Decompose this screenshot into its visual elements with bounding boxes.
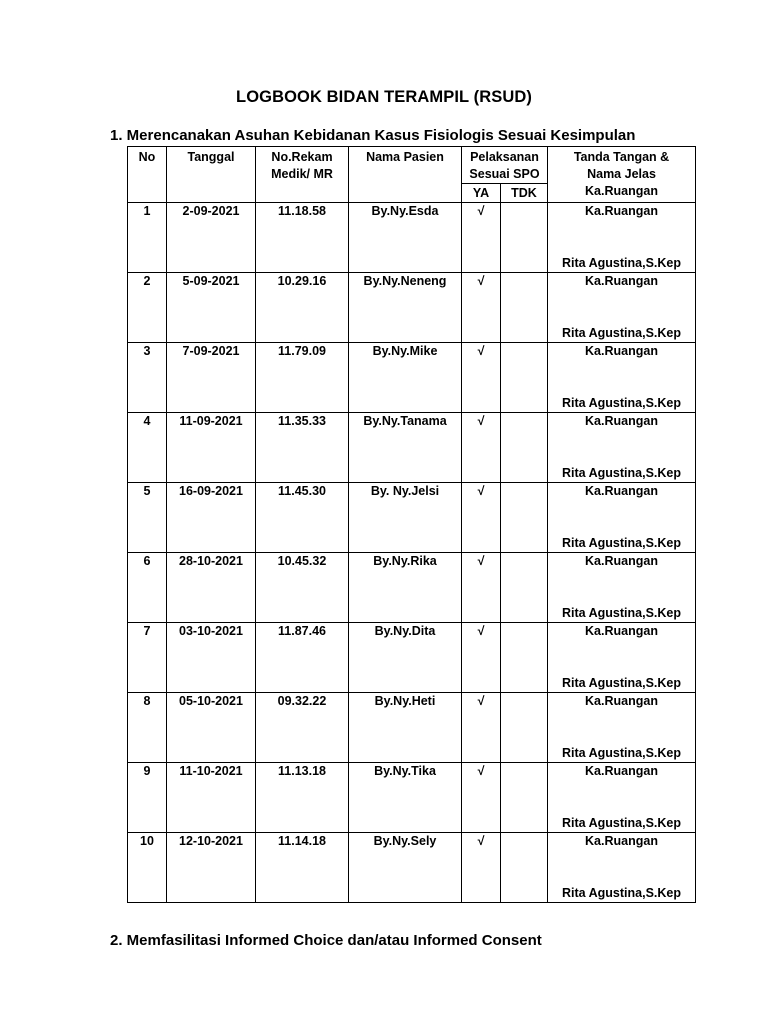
cell-mr: 11.87.46 xyxy=(256,623,349,693)
cell-nama-pasien: By.Ny.Dita xyxy=(349,623,462,693)
cell-mr: 11.45.30 xyxy=(256,483,349,553)
table-row xyxy=(128,763,696,833)
cell-tdk xyxy=(501,273,548,343)
cell-nama-pasien: By.Ny.Mike xyxy=(349,343,462,413)
cell-tanggal: 16-09-2021 xyxy=(167,483,256,553)
header-no-rekam-line2: Medik/ MR xyxy=(271,167,333,181)
header-no-rekam-medik xyxy=(256,147,349,203)
cell-tdk xyxy=(501,693,548,763)
cell-signature xyxy=(548,203,696,273)
header-tanggal: Tanggal xyxy=(167,147,256,203)
table-row xyxy=(128,553,696,623)
cell-tanggal: 28-10-2021 xyxy=(167,553,256,623)
cell-nama-pasien: By.Ny.Heti xyxy=(349,693,462,763)
signature-role: Ka.Ruangan xyxy=(585,554,658,568)
header-pelaksanan xyxy=(462,147,548,184)
header-ttd-line2: Nama Jelas xyxy=(587,167,656,181)
logbook-table xyxy=(127,146,696,903)
cell-signature xyxy=(548,623,696,693)
cell-no: 5 xyxy=(128,483,167,553)
table-row xyxy=(128,483,696,553)
cell-no: 1 xyxy=(128,203,167,273)
cell-ya-check: √ xyxy=(462,483,501,553)
cell-signature xyxy=(548,483,696,553)
cell-mr: 11.79.09 xyxy=(256,343,349,413)
cell-nama-pasien: By.Ny.Rika xyxy=(349,553,462,623)
header-tdk: TDK xyxy=(501,184,548,203)
cell-nama-pasien: By.Ny.Tika xyxy=(349,763,462,833)
signature-name: Rita Agustina,S.Kep xyxy=(562,886,681,900)
signature-name: Rita Agustina,S.Kep xyxy=(562,396,681,410)
cell-no: 4 xyxy=(128,413,167,483)
signature-role: Ka.Ruangan xyxy=(585,694,658,708)
cell-no: 8 xyxy=(128,693,167,763)
cell-signature xyxy=(548,833,696,903)
cell-tdk xyxy=(501,483,548,553)
table-row xyxy=(128,273,696,343)
cell-signature xyxy=(548,343,696,413)
cell-ya-check: √ xyxy=(462,693,501,763)
cell-tdk xyxy=(501,413,548,483)
cell-tanggal: 11-09-2021 xyxy=(167,413,256,483)
signature-role: Ka.Ruangan xyxy=(585,344,658,358)
cell-tdk xyxy=(501,763,548,833)
cell-ya-check: √ xyxy=(462,203,501,273)
header-ttd-line3: Ka.Ruangan xyxy=(585,184,658,198)
table-row xyxy=(128,833,696,903)
table-row xyxy=(128,623,696,693)
cell-nama-pasien: By.Ny.Tanama xyxy=(349,413,462,483)
cell-mr: 10.45.32 xyxy=(256,553,349,623)
cell-ya-check: √ xyxy=(462,273,501,343)
header-nama-pasien: Nama Pasien xyxy=(349,147,462,203)
header-pelaksanan-line1: Pelaksanan xyxy=(470,150,539,164)
signature-role: Ka.Ruangan xyxy=(585,624,658,638)
header-ya: YA xyxy=(462,184,501,203)
section-2-heading: 2. Memfasilitasi Informed Choice dan/atau Informed Consent xyxy=(110,932,542,949)
cell-mr: 11.35.33 xyxy=(256,413,349,483)
cell-tanggal: 03-10-2021 xyxy=(167,623,256,693)
signature-name: Rita Agustina,S.Kep xyxy=(562,606,681,620)
signature-role: Ka.Ruangan xyxy=(585,274,658,288)
signature-role: Ka.Ruangan xyxy=(585,764,658,778)
cell-nama-pasien: By.Ny.Neneng xyxy=(349,273,462,343)
table-row xyxy=(128,343,696,413)
cell-tdk xyxy=(501,833,548,903)
cell-nama-pasien: By.Ny.Sely xyxy=(349,833,462,903)
table-row xyxy=(128,203,696,273)
signature-name: Rita Agustina,S.Kep xyxy=(562,466,681,480)
cell-mr: 10.29.16 xyxy=(256,273,349,343)
cell-nama-pasien: By.Ny.Esda xyxy=(349,203,462,273)
signature-name: Rita Agustina,S.Kep xyxy=(562,676,681,690)
signature-name: Rita Agustina,S.Kep xyxy=(562,536,681,550)
cell-tanggal: 12-10-2021 xyxy=(167,833,256,903)
cell-tdk xyxy=(501,623,548,693)
signature-role: Ka.Ruangan xyxy=(585,834,658,848)
signature-name: Rita Agustina,S.Kep xyxy=(562,816,681,830)
header-no-rekam-line1: No.Rekam xyxy=(271,150,333,164)
cell-ya-check: √ xyxy=(462,623,501,693)
cell-signature xyxy=(548,693,696,763)
cell-no: 2 xyxy=(128,273,167,343)
document-title: LOGBOOK BIDAN TERAMPIL (RSUD) xyxy=(236,88,532,106)
signature-name: Rita Agustina,S.Kep xyxy=(562,746,681,760)
cell-tdk xyxy=(501,203,548,273)
cell-tanggal: 05-10-2021 xyxy=(167,693,256,763)
cell-no: 6 xyxy=(128,553,167,623)
cell-nama-pasien: By. Ny.Jelsi xyxy=(349,483,462,553)
header-no: No xyxy=(128,147,167,203)
cell-signature xyxy=(548,553,696,623)
cell-tanggal: 11-10-2021 xyxy=(167,763,256,833)
signature-role: Ka.Ruangan xyxy=(585,414,658,428)
signature-role: Ka.Ruangan xyxy=(585,484,658,498)
signature-name: Rita Agustina,S.Kep xyxy=(562,256,681,270)
cell-no: 7 xyxy=(128,623,167,693)
cell-signature xyxy=(548,763,696,833)
cell-no: 3 xyxy=(128,343,167,413)
header-pelaksanan-line2: Sesuai SPO xyxy=(469,167,540,181)
cell-tanggal: 2-09-2021 xyxy=(167,203,256,273)
signature-role: Ka.Ruangan xyxy=(585,204,658,218)
cell-tanggal: 5-09-2021 xyxy=(167,273,256,343)
cell-ya-check: √ xyxy=(462,553,501,623)
cell-mr: 11.18.58 xyxy=(256,203,349,273)
table-row xyxy=(128,413,696,483)
cell-tanggal: 7-09-2021 xyxy=(167,343,256,413)
cell-no: 9 xyxy=(128,763,167,833)
cell-mr: 11.13.18 xyxy=(256,763,349,833)
cell-tdk xyxy=(501,553,548,623)
table-row xyxy=(128,693,696,763)
cell-mr: 09.32.22 xyxy=(256,693,349,763)
header-tanda-tangan xyxy=(548,147,696,203)
cell-tdk xyxy=(501,343,548,413)
section-1-heading: 1. Merencanakan Asuhan Kebidanan Kasus Fisiologis Sesuai Kesimpulan xyxy=(110,127,636,144)
cell-ya-check: √ xyxy=(462,343,501,413)
cell-signature xyxy=(548,273,696,343)
cell-signature xyxy=(548,413,696,483)
cell-mr: 11.14.18 xyxy=(256,833,349,903)
cell-ya-check: √ xyxy=(462,763,501,833)
cell-no: 10 xyxy=(128,833,167,903)
header-ttd-line1: Tanda Tangan & xyxy=(573,150,670,164)
cell-ya-check: √ xyxy=(462,833,501,903)
cell-ya-check: √ xyxy=(462,413,501,483)
signature-name: Rita Agustina,S.Kep xyxy=(562,326,681,340)
